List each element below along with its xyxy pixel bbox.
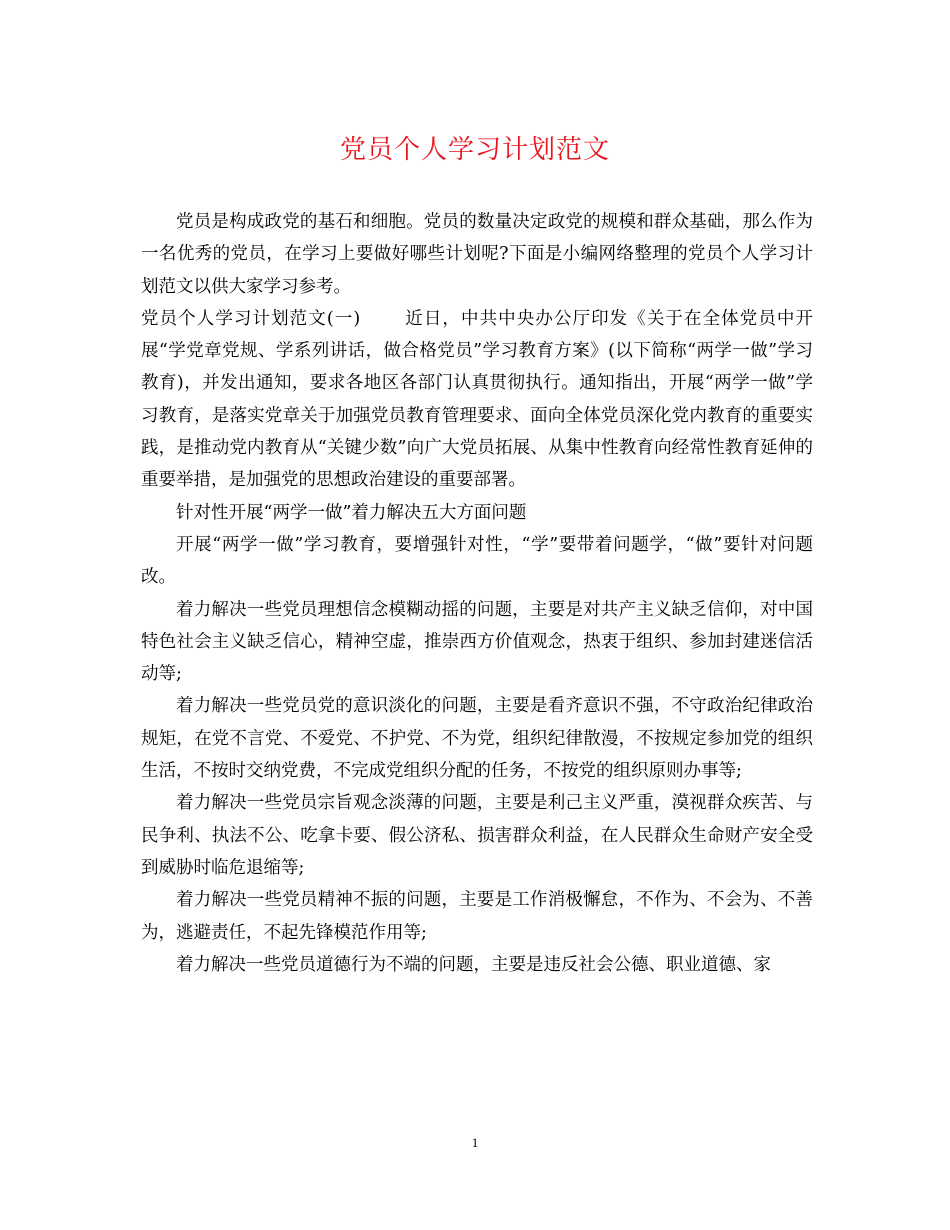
- paragraph-issue-morality: 着力解决一些党员道德行为不端的问题，主要是违反社会公德、职业道德、家: [176, 954, 771, 975]
- paragraph-issue-spirit: 着力解决一些党员精神不振的问题，主要是工作消极懈怠，不作为、不会为、不善为，逃避责任，不起先锋模范作用等;: [141, 890, 813, 943]
- paragraph-intro: 党员是构成政党的基石和细胞。党员的数量决定政党的规模和群众基础，那么作为一名优秀的党员，在学习上要做好哪些计划呢?下面是小编网络整理的党员个人学习计划范文以供大家学习参考。: [141, 212, 813, 297]
- paragraph-heading: 针对性开展“两学一做”着力解决五大方面问题: [176, 502, 527, 523]
- section-text: 近日，中共中央办公厅印发《关于在全体党员中开展“学党章党规、学系列讲话，做合格党员”学习教育方案》(以下简称“两学一做”学习教育)，并发出通知，要求各地区各部门认真贯彻执行。通知指出，开展“两学一做”学习教育，是落实党章关于加强党员教育管理要求、面向全体党员深化党内教育的重要实践，是推动党内教育从“关键少数”向广大党员拓展、从集中性教育向经常性教育延伸的重要举措，是加强党的思想政治建设的重要部署。: [141, 308, 814, 491]
- paragraph-section-one: [141, 303, 813, 497]
- paragraph-approach: 开展“两学一做”学习教育，要增强针对性，“学”要带着问题学，“做”要针对问题改。: [141, 534, 813, 588]
- paragraph-issue-ideals: 着力解决一些党员理想信念模糊动摇的问题，主要是对共产主义缺乏信仰，对中国特色社会主义缺乏信心，精神空虚，推崇西方价值观念，热衷于组织、参加封建迷信活动等;: [141, 599, 813, 685]
- document-body: [141, 206, 813, 981]
- page-number: 1: [471, 1135, 479, 1150]
- paragraph-issue-purpose: 着力解决一些党员宗旨观念淡薄的问题，主要是利己主义严重，漠视群众疾苦、与民争利、执法不公、吃拿卡要、假公济私、损害群众利益，在人民群众生命财产安全受到威胁时临危退缩等;: [141, 793, 813, 878]
- section-label: 党员个人学习计划范文(一): [141, 308, 361, 329]
- paragraph-issue-awareness: 着力解决一些党员党的意识淡化的问题，主要是看齐意识不强，不守政治纪律政治规矩，在党不言党、不爱党、不护党、不为党，组织纪律散漫，不按规定参加党的组织生活，不按时交纳党费，不完成党组织分配的任务，不按党的组织原则办事等;: [141, 696, 813, 782]
- document-title: 党员个人学习计划范文: [339, 135, 610, 165]
